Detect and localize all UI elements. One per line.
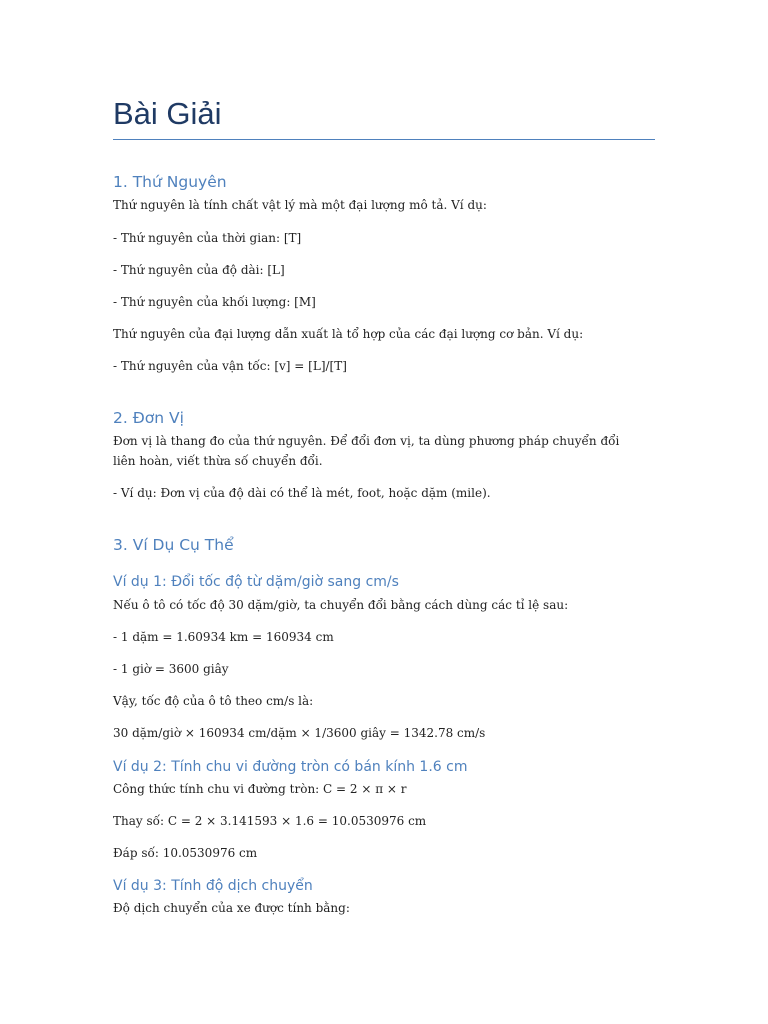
paragraph: Thứ nguyên của đại lượng dẫn xuất là tổ hợp của các đại lượng cơ bản. Ví dụ:	[113, 327, 584, 341]
list-item: - Ví dụ: Đơn vị của độ dài có thể là mét, foot, hoặc dặm (mile).	[113, 486, 491, 500]
list-item: - Thứ nguyên của độ dài: [L]	[113, 263, 285, 277]
section-heading-don-vi: 2. Đơn Vị	[113, 409, 184, 427]
answer-line: Đáp số: 10.0530976 cm	[113, 846, 258, 860]
equation-line: 30 dặm/giờ × 160934 cm/dặm × 1/3600 giây = 1342.78 cm/s	[113, 726, 486, 740]
paragraph: Độ dịch chuyển của xe được tính bằng:	[113, 901, 350, 915]
equation-line: Thay số: C = 2 × 3.141593 × 1.6 = 10.0530976 cm	[113, 814, 427, 828]
section-heading-vi-du: 3. Ví Dụ Cụ Thể	[113, 536, 234, 554]
paragraph: Thứ nguyên là tính chất vật lý mà một đại lượng mô tả. Ví dụ:	[113, 198, 487, 212]
list-item: - Thứ nguyên của khối lượng: [M]	[113, 295, 316, 309]
title-underline	[113, 139, 655, 140]
paragraph: Đơn vị là thang đo của thứ nguyên. Để đổi đơn vị, ta dùng phương pháp chuyển đổi liên hoàn, viết thừa số chuyển đổi.	[113, 434, 620, 468]
paragraph: Nếu ô tô có tốc độ 30 dặm/giờ, ta chuyển đổi bằng cách dùng các tỉ lệ sau:	[113, 598, 569, 612]
list-item: - Thứ nguyên của vận tốc: [v] = [L]/[T]	[113, 359, 347, 373]
page-title: Bài Giải	[113, 96, 222, 131]
example-heading-1: Ví dụ 1: Đổi tốc độ từ dặm/giờ sang cm/s	[113, 574, 399, 590]
list-item: - 1 dặm = 1.60934 km = 160934 cm	[113, 630, 334, 644]
list-item: - Thứ nguyên của thời gian: [T]	[113, 231, 302, 245]
example-heading-2: Ví dụ 2: Tính chu vi đường tròn có bán kính 1.6 cm	[113, 759, 468, 775]
list-item: - 1 giờ = 3600 giây	[113, 662, 229, 676]
section-heading-thu-nguyen: 1. Thứ Nguyên	[113, 173, 227, 191]
paragraph: Công thức tính chu vi đường tròn: C = 2 × π × r	[113, 782, 407, 796]
paragraph: Vậy, tốc độ của ô tô theo cm/s là:	[113, 694, 314, 708]
example-heading-3: Ví dụ 3: Tính độ dịch chuyển	[113, 878, 313, 894]
